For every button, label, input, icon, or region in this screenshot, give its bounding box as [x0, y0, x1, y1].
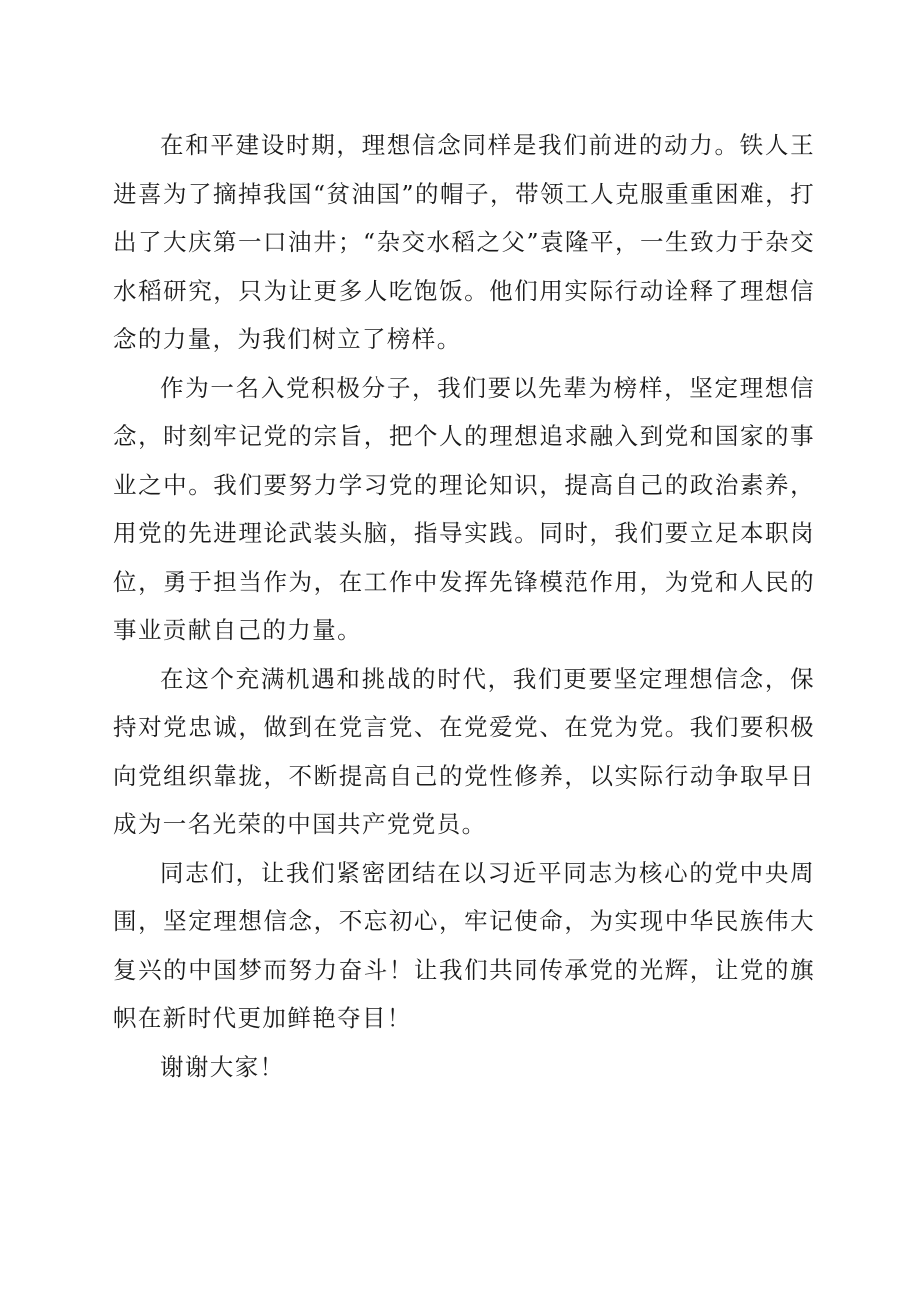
- paragraph-new-era: 在这个充满机遇和挑战的时代，我们更要坚定理想信念，保持对党忠诚，做到在党言党、在党爱党、在党为党。我们要积极向党组织靠拢，不断提高自己的党性修养，以实际行动争取早日成为一名光荣的中国共产党党员。: [113, 664, 815, 838]
- paragraph-thanks: 谢谢大家！: [160, 1052, 285, 1081]
- paragraph-role-models: 在和平建设时期，理想信念同样是我们前进的动力。铁人王进喜为了摘掉我国“贫油国”的帽子，带领工人克服重重困难，打出了大庆第一口油井；“杂交水稻之父”袁隆平，一生致力于杂交水稻研究，只为让更多人吃饱饭。他们用实际行动诠释了理想信念的力量，为我们树立了榜样。: [113, 131, 815, 353]
- document-body: [113, 121, 815, 1091]
- paragraph-activist-duty: 作为一名入党积极分子，我们要以先辈为榜样，坚定理想信念，时刻牢记党的宗旨，把个人的理想追求融入到党和国家的事业之中。我们要努力学习党的理论知识，提高自己的政治素养，用党的先进理论武装头脑，指导实践。同时，我们要立足本职岗位，勇于担当作为，在工作中发挥先锋模范作用，为党和人民的事业贡献自己的力量。: [113, 373, 815, 644]
- paragraph-call-to-action: 同志们，让我们紧密团结在以习近平同志为核心的党中央周围，坚定理想信念，不忘初心，牢记使命，为实现中华民族伟大复兴的中国梦而努力奋斗！让我们共同传承党的光辉，让党的旗帜在新时代更加鲜艳夺目！: [113, 858, 815, 1032]
